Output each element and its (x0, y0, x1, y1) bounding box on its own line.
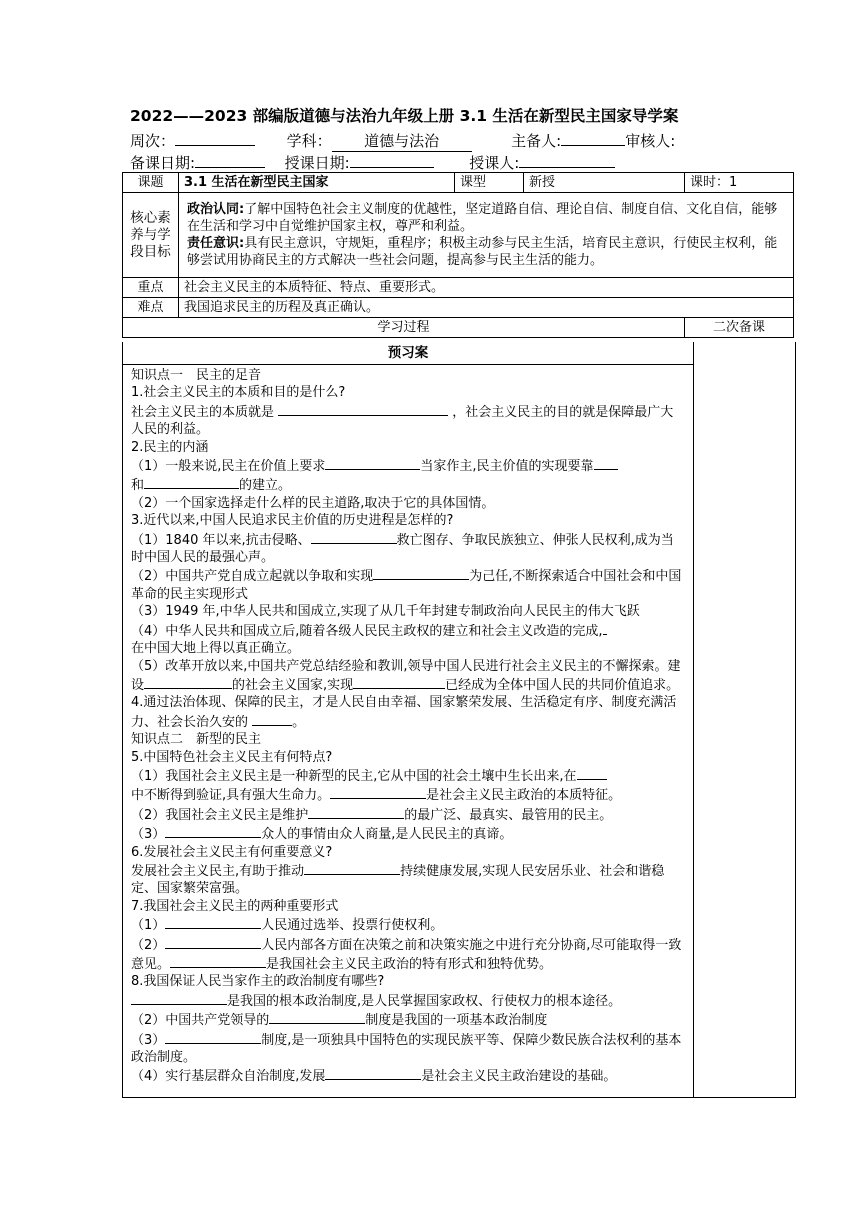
topic-label: 课题 (123, 173, 179, 193)
text-segment: 已经成为全体中国人民的共同价值追求。 (445, 677, 680, 693)
answer-3e (131, 658, 685, 695)
answer-5a (131, 766, 685, 805)
document-title: 2022——2023 部编版道德与法治九年级上册 3.1 生活在新型民主国家导学案 (130, 107, 679, 125)
header-row-2 (130, 150, 615, 173)
core-literacy-content (179, 193, 794, 278)
fill-blank[interactable] (165, 935, 261, 949)
teacher-label: 授课人: (469, 154, 520, 172)
knowledge-point-1: 知识点一 民主的足音 (131, 368, 262, 383)
text-segment: （2）我国社会主义民主是维护 (131, 807, 309, 823)
text-segment: （1） (131, 918, 166, 934)
text-segment: （1）我国社会主义民主是一种新型的民主,它从中国的社会土壤中生长出来,在 (131, 768, 577, 784)
answer-5c (131, 824, 685, 843)
text-segment: 是我国社会主义民主政治的特有形式和独特优势。 (266, 957, 553, 972)
political-identity-heading: 政治认同: (187, 202, 245, 217)
text-segment: （2） (131, 937, 166, 953)
text-segment: （2）中国共产党自成立起就以争取和实现 (131, 569, 374, 585)
text-segment: 中不断得到验证,具有强大生命力。 (131, 788, 331, 804)
learning-process-body (122, 342, 796, 1098)
fill-blank[interactable] (165, 824, 261, 838)
text-segment: 为己任,不断探索适合中国社会和中国 (469, 569, 682, 585)
text-segment: 制度,是一项独具中国特色的实现民族平等、保障少数民族合法权利的基本政治制度。 (131, 1032, 682, 1066)
teacher-blank[interactable] (519, 150, 615, 168)
fill-blank[interactable] (330, 785, 426, 799)
answer-2b: （2）一个国家选择走什么样的民主道路,取决于它的具体国情。 (131, 495, 495, 511)
key-point-value: 社会主义民主的本质特征、特点、重要形式。 (179, 278, 794, 298)
fill-blank[interactable] (603, 621, 607, 635)
responsibility-heading: 责任意识: (187, 236, 245, 251)
text-segment: 在中国大地上得以真正确立。 (131, 641, 301, 657)
text-segment: （3） (131, 1032, 166, 1048)
preview-section (123, 342, 694, 1097)
text-segment: （3） (131, 827, 166, 843)
fill-blank[interactable] (308, 805, 404, 819)
text-segment: 救亡图存、争取民族独立、伸张人民权利,成为当时中国人民的最强心声。 (131, 532, 674, 566)
text-segment: 社会主义民主的本质就是 (131, 404, 275, 420)
text-segment: 人民内部各方面在决策之前和决策实施之中进行充分协商,尽可能取得一致意见。 (131, 937, 682, 972)
question-4 (131, 694, 685, 731)
fill-blank[interactable] (311, 530, 397, 544)
question-7: 7.我国社会主义民主的两种重要形式 (131, 898, 339, 914)
text-segment: （1）1840 年以来,抗击侵略、 (131, 532, 311, 548)
fill-blank[interactable] (269, 1010, 365, 1024)
type-value: 新授 (524, 173, 685, 193)
knowledge-point-2: 知识点二 新型的民主 (131, 732, 262, 748)
hours-value: 课时：1 (685, 173, 794, 193)
fill-blank[interactable] (165, 1030, 261, 1044)
core-literacy-label: 核心素养与学段目标 (123, 193, 179, 278)
text-segment: （5）改革开放以来,中国共产党总结经验和教训,领导中国人民进行社会主义民主的不懈探索。建设 (131, 658, 681, 693)
text-segment: 众人的事情由众人商量,是人民民主的真谛。 (261, 827, 513, 843)
fill-blank[interactable] (304, 861, 400, 875)
answer-5b (131, 805, 685, 824)
teach-date-label: 授课日期: (284, 154, 350, 172)
text-segment: 制度是我国的一项基本政治制度 (365, 1013, 548, 1029)
text-segment: 的建立。 (239, 478, 292, 494)
topic-value: 3.1 生活在新型民主国家 (179, 173, 455, 193)
fill-blank[interactable] (594, 456, 618, 470)
prep-date-label: 备课日期: (130, 154, 196, 172)
question-3: 3.近代以来,中国人民追求民主价值的历史进程是怎样的? (131, 513, 454, 529)
fill-blank[interactable] (131, 991, 227, 1005)
fill-blank[interactable] (373, 566, 469, 580)
answer-7b (131, 935, 685, 974)
question-2: 2.民主的内涵 (131, 439, 209, 455)
text-segment: （1）一般来说,民主在价值上要求 (131, 459, 326, 475)
fill-blank[interactable] (353, 675, 445, 689)
fill-blank[interactable] (278, 402, 448, 416)
teach-date-blank[interactable] (350, 150, 434, 168)
text-segment: 是社会主义民主政治建设的基础。 (421, 1069, 617, 1085)
week-label: 周次： (130, 132, 176, 150)
text-segment: （4）实行基层群众自治制度,发展 (131, 1069, 326, 1085)
type-label: 课型 (455, 173, 524, 193)
header-row-1 (130, 128, 675, 152)
question-1: 1.社会主义民主的本质和目的是什么? (131, 385, 346, 401)
answer-3a (131, 530, 685, 567)
difficulty-value: 我国追求民主的历程及真正确认。 (179, 298, 794, 318)
preview-title: 预习案 (123, 342, 693, 365)
fill-blank[interactable] (165, 915, 261, 929)
fill-blank[interactable] (144, 475, 239, 489)
lesson-info-table (122, 172, 794, 338)
answer-3c: （3）1949 年,中华人民共和国成立,实现了从几千年封建专制政治向人民民主的伟大飞跃 (131, 604, 640, 620)
text-segment: 是社会主义民主政治的本质特征。 (426, 788, 622, 804)
text-segment: 当家作主,民主价值的实现要靠 (420, 459, 594, 475)
answer-1 (131, 402, 685, 439)
text-segment: 的社会主义国家,实现 (232, 677, 354, 693)
answer-6 (131, 861, 685, 898)
subject-value: 道德与法治 (332, 130, 472, 152)
key-point-label: 重点 (123, 278, 179, 298)
text-segment: 发展社会主义民主,有助于推动 (131, 863, 305, 879)
preparer-blank[interactable] (561, 128, 625, 146)
text-segment: 。 (292, 714, 306, 730)
answer-8c (131, 1030, 685, 1067)
fill-blank[interactable] (325, 456, 420, 470)
text-segment: 是我国的根本政治制度,是人民掌握国家政权、行使权力的根本途径。 (227, 993, 622, 1009)
text-segment: 人民通过选举、投票行使权利。 (261, 918, 444, 934)
question-5: 5.中国特色社会主义民主有何特点? (131, 749, 333, 765)
text-segment: 和 (131, 478, 145, 494)
text-segment: ，社会主义民主的目的就是保障最广大人民的利益。 (131, 404, 674, 438)
fill-blank[interactable] (325, 1066, 421, 1080)
text-segment: （4）中华人民共和国成立后,随着各级人民民主政权的建立和社会主义改造的完成, (131, 623, 603, 639)
secondary-prep-header: 二次备课 (685, 318, 794, 338)
answer-3b2: 革命的民主实现形式 (131, 586, 249, 602)
week-blank[interactable] (175, 128, 255, 146)
answer-8b (131, 1010, 685, 1029)
responsibility-text: 具有民主意识，守规矩，重程序；积极主动参与民主生活，培育民主意识，行使民主权利，能够尝试用协商民主的方式解决一些社会问题，提高参与民主生活的能力。 (187, 236, 778, 268)
fill-blank[interactable] (170, 954, 266, 968)
answer-3b (131, 566, 685, 585)
learning-process-header: 学习过程 (123, 318, 685, 338)
political-identity-text: 了解中国特色社会主义制度的优越性，坚定道路自信、理论自信、制度自信、文化自信，能够在生活和学习中自觉维护国家主权，尊严和利益。 (187, 202, 778, 234)
difficulty-label: 难点 (123, 298, 179, 318)
text-segment: 持续健康发展,实现人民安居乐业、社会和谐稳定、国家繁荣富强。 (131, 863, 665, 897)
text-segment: （2）中国共产党领导的 (131, 1013, 270, 1029)
fill-blank[interactable] (144, 675, 232, 689)
preparer-label: 主备人: (511, 132, 562, 150)
answer-8a (131, 991, 685, 1010)
answer-7a (131, 915, 685, 934)
question-8: 8.我国保证人民当家作主的政治制度有哪些? (131, 974, 385, 990)
prep-date-blank[interactable] (195, 150, 265, 168)
text-segment: 4.通过法治体现、保障的民主，才是人民自由幸福、国家繁荣发展、生活稳定有序、制度充满活力、社会长治久安的 (131, 695, 677, 730)
answer-8d (131, 1066, 685, 1085)
reviewer-label: 审核人: (625, 132, 676, 150)
text-segment: 的最广泛、最真实、最管用的民主。 (404, 807, 613, 823)
preview-content (123, 365, 693, 1086)
fill-blank[interactable] (577, 766, 607, 780)
fill-blank[interactable] (252, 712, 292, 726)
subject-label: 学科： (286, 132, 332, 150)
question-6: 6.发展社会主义民主有何重要意义? (131, 844, 333, 860)
answer-2a (131, 456, 685, 495)
answer-3d (131, 621, 685, 658)
